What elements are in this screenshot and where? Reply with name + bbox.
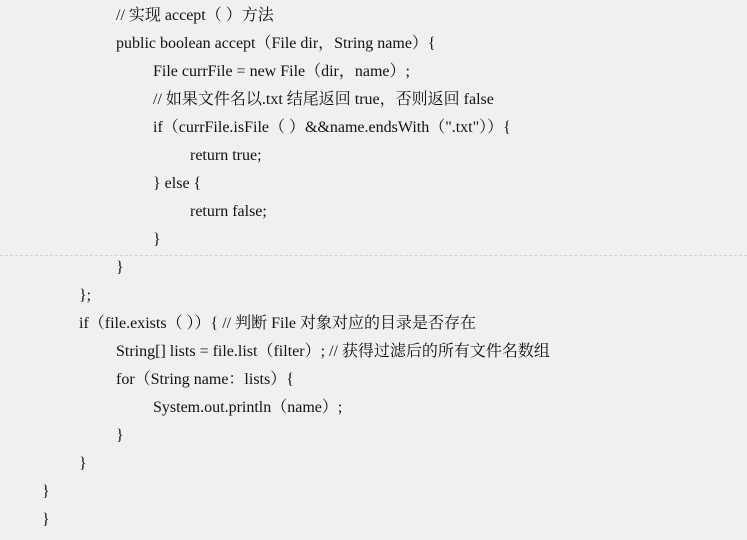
code-line-close-method: } — [42, 483, 50, 500]
code-line-accept-signature: public boolean accept（File dir，String name）{ — [116, 35, 436, 52]
code-line-close-for: } — [116, 427, 124, 444]
code-line-println: System.out.println（name）; — [153, 399, 343, 416]
code-line-for-loop: for（String name：lists）{ — [116, 371, 294, 388]
code-line-comment-accept: // 实现 accept（ ）方法 — [116, 7, 274, 24]
code-line-if-exists: if（file.exists（ ））{ // 判断 File 对象对应的目录是否存在 — [79, 315, 477, 332]
code-line-else: } else { — [153, 175, 202, 192]
code-line-return-false: return false; — [190, 203, 267, 220]
code-line-comment-txt: // 如果文件名以.txt 结尾返回 true，否则返回 false — [153, 91, 494, 108]
code-line-close-accept: } — [116, 259, 124, 276]
code-line-currfile: File currFile = new File（dir，name）; — [153, 63, 410, 80]
code-line-return-true: return true; — [190, 147, 262, 164]
code-line-close-filter: }; — [79, 287, 92, 304]
page-divider — [0, 255, 747, 256]
code-line-close-class: } — [42, 511, 50, 528]
code-line-close-if-exists: } — [79, 455, 87, 472]
code-line-list-files: String[] lists = file.list（filter）; // 获得过滤后的所有文件名数组 — [116, 343, 550, 360]
code-line-close-if: } — [153, 231, 161, 248]
code-line-if-isfile: if（currFile.isFile（ ）&&name.endsWith（".txt"））{ — [153, 119, 511, 136]
